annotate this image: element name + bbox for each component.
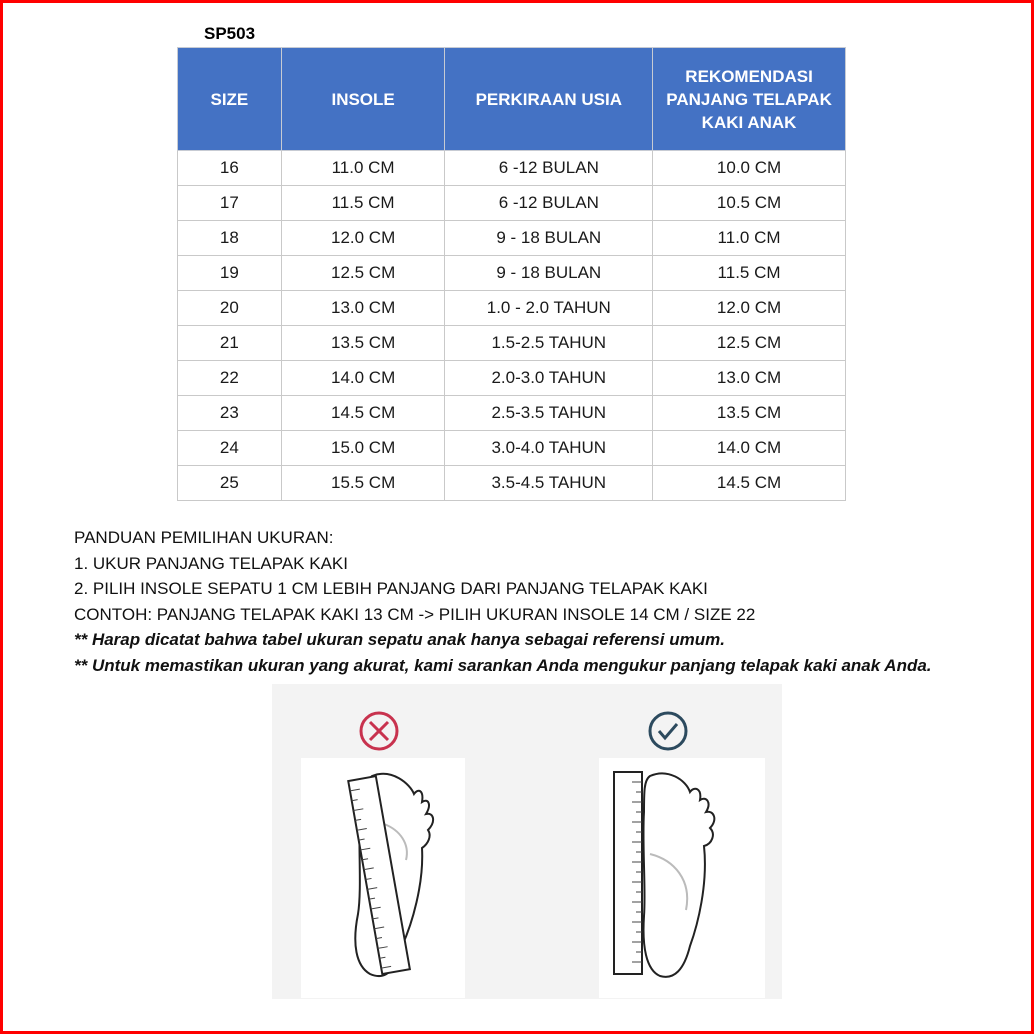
- cell-foot-length: 14.5 CM: [653, 466, 846, 501]
- cell-insole: 11.5 CM: [281, 186, 445, 221]
- cell-insole: 14.5 CM: [281, 396, 445, 431]
- cell-age: 2.0-3.0 TAHUN: [445, 361, 653, 396]
- cell-insole: 12.5 CM: [281, 256, 445, 291]
- cell-foot-length: 12.5 CM: [653, 326, 846, 361]
- header-size: SIZE: [178, 48, 282, 151]
- cell-age: 2.5-3.5 TAHUN: [445, 396, 653, 431]
- table-row: [178, 186, 846, 221]
- guide-note-2: ** Untuk memastikan ukuran yang akurat, kami sarankan Anda mengukur panjang telapak kaki anak Anda.: [74, 655, 932, 675]
- ruler-right-straight: [614, 772, 642, 974]
- header-insole: INSOLE: [281, 48, 445, 151]
- wrong-x-icon: [361, 713, 397, 749]
- product-code: SP503: [204, 24, 256, 43]
- guide-step-2: 2. PILIH INSOLE SEPATU 1 CM LEBIH PANJANG DARI PANJANG TELAPAK KAKI: [74, 579, 708, 598]
- size-guide: [74, 525, 932, 678]
- table-row: [178, 466, 846, 501]
- cell-age: 6 -12 BULAN: [445, 186, 653, 221]
- cell-size: 16: [178, 151, 282, 186]
- table-row: [178, 361, 846, 396]
- cell-insole: 15.0 CM: [281, 431, 445, 466]
- cell-size: 24: [178, 431, 282, 466]
- cell-size: 17: [178, 186, 282, 221]
- cell-size: 22: [178, 361, 282, 396]
- cell-insole: 13.0 CM: [281, 291, 445, 326]
- cell-age: 1.5-2.5 TAHUN: [445, 326, 653, 361]
- cell-size: 19: [178, 256, 282, 291]
- cell-age: 9 - 18 BULAN: [445, 221, 653, 256]
- foot-right: [643, 773, 714, 976]
- table-row: [178, 291, 846, 326]
- cell-size: 23: [178, 396, 282, 431]
- cell-insole: 13.5 CM: [281, 326, 445, 361]
- cell-age: 6 -12 BULAN: [445, 151, 653, 186]
- cell-size: 18: [178, 221, 282, 256]
- cell-foot-length: 14.0 CM: [653, 431, 846, 466]
- header-age: PERKIRAAN USIA: [445, 48, 653, 151]
- cell-age: 3.5-4.5 TAHUN: [445, 466, 653, 501]
- cell-insole: 12.0 CM: [281, 221, 445, 256]
- guide-note-1: ** Harap dicatat bahwa tabel ukuran sepatu anak hanya sebagai referensi umum.: [74, 630, 725, 649]
- table-row: [178, 256, 846, 291]
- cell-size: 25: [178, 466, 282, 501]
- cell-age: 9 - 18 BULAN: [445, 256, 653, 291]
- cell-foot-length: 11.0 CM: [653, 221, 846, 256]
- cell-foot-length: 13.0 CM: [653, 361, 846, 396]
- measurement-illustration: [272, 684, 782, 999]
- table-row: [178, 326, 846, 361]
- cell-foot-length: 10.0 CM: [653, 151, 846, 186]
- cell-insole: 15.5 CM: [281, 466, 445, 501]
- guide-example: CONTOH: PANJANG TELAPAK KAKI 13 CM -> PILIH UKURAN INSOLE 14 CM / SIZE 22: [74, 604, 756, 624]
- cell-insole: 11.0 CM: [281, 151, 445, 186]
- cell-foot-length: 12.0 CM: [653, 291, 846, 326]
- measurement-drawing: [272, 684, 782, 999]
- header-foot-length: REKOMENDASI PANJANG TELAPAK KAKI ANAK: [653, 48, 846, 151]
- cell-size: 21: [178, 326, 282, 361]
- cell-foot-length: 11.5 CM: [653, 256, 846, 291]
- table-row: [178, 151, 846, 186]
- cell-foot-length: 10.5 CM: [653, 186, 846, 221]
- cell-size: 20: [178, 291, 282, 326]
- size-chart-table: [177, 47, 846, 501]
- correct-check-icon: [650, 713, 686, 749]
- cell-foot-length: 13.5 CM: [653, 396, 846, 431]
- cell-insole: 14.0 CM: [281, 361, 445, 396]
- ruler-left-tilted: [348, 776, 410, 974]
- table-row: [178, 396, 846, 431]
- table-header-row: [178, 48, 846, 151]
- cell-age: 1.0 - 2.0 TAHUN: [445, 291, 653, 326]
- table-row: [178, 431, 846, 466]
- cell-age: 3.0-4.0 TAHUN: [445, 431, 653, 466]
- table-row: [178, 221, 846, 256]
- guide-step-1: 1. UKUR PANJANG TELAPAK KAKI: [74, 553, 348, 573]
- guide-title: PANDUAN PEMILIHAN UKURAN:: [74, 528, 334, 547]
